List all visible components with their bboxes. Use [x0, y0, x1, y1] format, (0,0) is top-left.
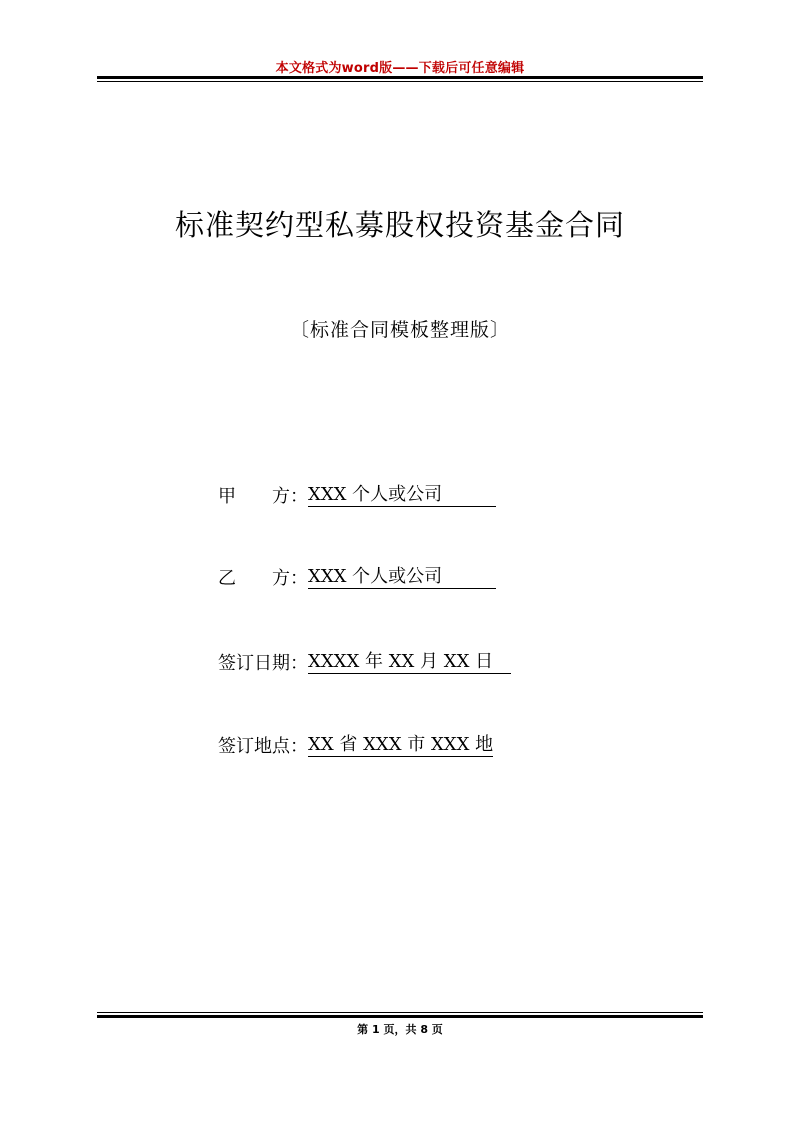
field-label: 乙 方：	[218, 568, 308, 589]
header-rule-thick	[97, 76, 703, 79]
field-label: 签订地点：	[218, 736, 308, 757]
field-label: 签订日期：	[218, 653, 308, 674]
document-subtitle: 〔标准合同模板整理版〕	[289, 319, 510, 341]
footer-rule-thick	[97, 1015, 703, 1018]
document-title: 标准契约型私募股权投资基金合同	[174, 208, 625, 242]
field-value: XX 省 XXX 市 XXX 地	[308, 734, 494, 755]
field-party-a	[218, 484, 496, 510]
field-value: XXXX 年 XX 月 XX 日	[308, 651, 512, 672]
field-signing-place	[218, 734, 493, 760]
field-signing-date	[218, 651, 511, 677]
field-party-b	[218, 566, 496, 592]
field-value: XXX 个人或公司	[308, 566, 497, 587]
field-value: XXX 个人或公司	[308, 484, 497, 505]
field-label: 甲 方：	[218, 486, 308, 507]
page-number: 第 1 页，共 8 页	[357, 1023, 443, 1036]
footer-rule-thin	[97, 1012, 703, 1013]
header-rule-thin	[97, 81, 703, 82]
header-text: 本文格式为word版——下载后可任意编辑	[275, 61, 525, 76]
